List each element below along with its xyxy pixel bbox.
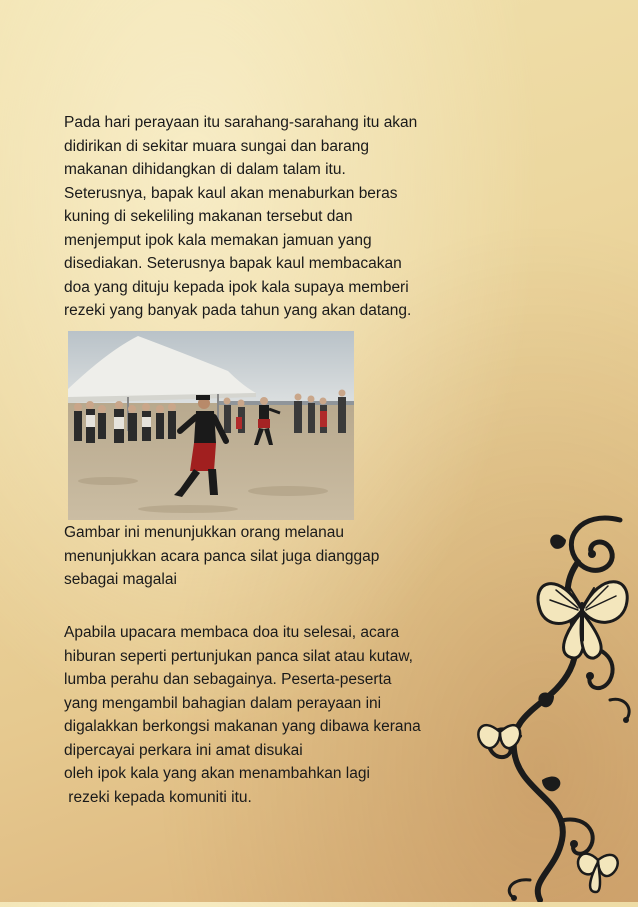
paragraph-line: makanan dihidangkan di dalam talam itu. bbox=[64, 161, 346, 178]
paragraph-line: hiburan seperti pertunjukan panca silat atau kutaw, bbox=[64, 647, 413, 665]
paragraph-line: menjemput ipok kala memakan jamuan yang bbox=[64, 231, 372, 249]
caption-line: Gambar ini menunjukkan orang melanau bbox=[64, 524, 345, 541]
paragraph-line: lumba perahu dan sebagainya. Peserta-peserta bbox=[64, 671, 392, 688]
paragraph-line: digalakkan berkongsi makanan yang dibawa kerana bbox=[64, 718, 421, 735]
paragraph-line: didirikan di sekitar muara sungai dan barang bbox=[64, 137, 370, 155]
paragraph-line: doa yang dituju kepada ipok kala supaya memberi bbox=[64, 278, 409, 296]
paragraph-line: kuning di sekeliling makanan tersebut dan bbox=[64, 208, 353, 225]
butterfly-swirl-ornament-icon bbox=[470, 500, 638, 902]
paragraph-intro bbox=[64, 111, 524, 323]
caption-line: sebagai magalai bbox=[64, 571, 177, 588]
paragraph-line: Pada hari perayaan itu sarahang-sarahang itu akan bbox=[64, 114, 418, 131]
paragraph-line: dipercayai perkara ini amat disukai bbox=[64, 741, 303, 759]
paragraph-line: yang mengambil bahagian dalam perayaan ini bbox=[64, 694, 382, 712]
paragraph-line: rezeki yang banyak pada tahun yang akan datang. bbox=[64, 302, 412, 319]
paragraph-line: disediakan. Seterusnya bapak kaul membacakan bbox=[64, 255, 402, 272]
paragraph-line: oleh ipok kala yang akan menambahkan lagi bbox=[64, 765, 370, 782]
caption-line: menunjukkan acara panca silat juga dianggap bbox=[64, 547, 380, 565]
paragraph-closing bbox=[64, 621, 524, 809]
photo-caption bbox=[64, 521, 524, 592]
paragraph-line: rezeki kepada komuniti itu. bbox=[64, 788, 252, 806]
paragraph-line: Apabila upacara membaca doa itu selesai, acara bbox=[64, 624, 400, 641]
silat-performance-photo bbox=[68, 331, 354, 520]
paragraph-line: Seterusnya, bapak kaul akan menaburkan beras bbox=[64, 184, 398, 202]
